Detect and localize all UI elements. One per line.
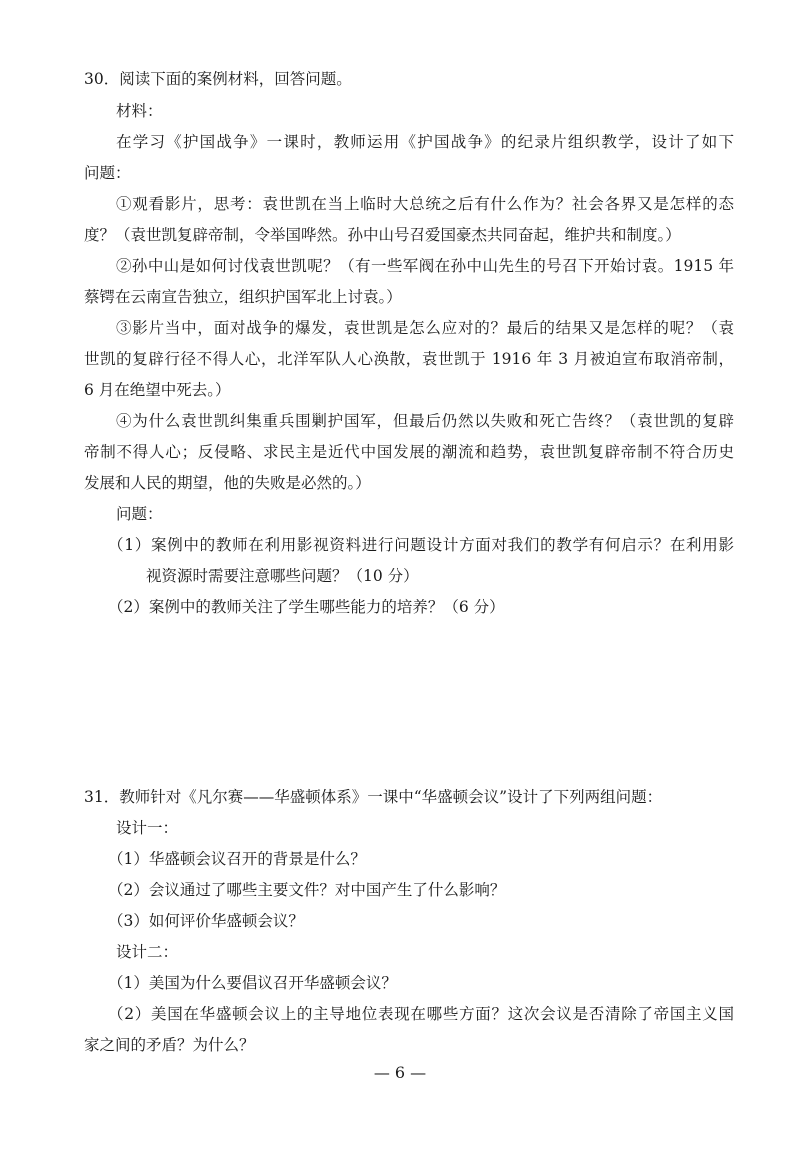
item-4-line-1: ④为什么袁世凯纠集重兵围剿护国军，但最后仍然以失败和死亡告终？（袁世凯的复辟 — [116, 412, 734, 430]
material-intro-line-2: 问题： — [84, 164, 131, 182]
questions-label: 问题： — [116, 505, 163, 523]
item-1-line-1: ①观看影片，思考：袁世凯在当上临时大总统之后有什么作为？社会各界又是怎样的态 — [116, 195, 734, 213]
design-1-label: 设计一： — [116, 819, 179, 837]
item-2-line-1: ②孙中山是如何讨伐袁世凯呢？（有一些军阀在孙中山先生的号召下开始讨袁。1915 年 — [116, 257, 734, 275]
design-2-label: 设计二： — [116, 943, 179, 961]
item-1-line-2: 度？（袁世凯复辟帝制，令举国哗然。孙中山号召爱国豪杰共同奋起，维护共和制度。） — [84, 226, 681, 244]
item-3-line-3: 6 月在绝望中死去。） — [84, 381, 231, 399]
design-2-question-2-line-2: 家之间的矛盾？为什么？ — [84, 1036, 255, 1054]
item-2-line-2: 蔡锷在云南宣告独立，组织护国军北上讨袁。） — [84, 288, 402, 306]
page-number: — 6 — — [373, 1063, 427, 1082]
item-3-line-1: ③影片当中，面对战争的爆发，袁世凯是怎么应对的？最后的结果又是怎样的呢？（袁 — [116, 319, 734, 337]
item-3-line-2: 世凯的复辟行径不得人心，北洋军队人心涣散，袁世凯于 1916 年 3 月被迫宣布取消帝制， — [84, 350, 734, 368]
sub-question-2: （2）案例中的教师关注了学生哪些能力的培养？（6 分） — [108, 598, 505, 616]
sub-question-1-line-2: 视资源时需要注意哪些问题？（10 分） — [146, 567, 419, 585]
item-4-line-3: 发展和人民的期望，他的失败是必然的。） — [84, 474, 371, 492]
question-31-heading: 31．教师针对《凡尔赛——华盛顿体系》一课中“华盛顿会议”设计了下列两组问题： — [84, 788, 663, 806]
question-30-heading: 30．阅读下面的案例材料，回答问题。 — [84, 70, 352, 88]
item-4-line-2: 帝制不得人心；反侵略、求民主是近代中国发展的潮流和趋势，袁世凯复辟帝制不符合历史 — [84, 443, 734, 461]
design-1-question-1: （1）华盛顿会议召开的背景是什么？ — [108, 850, 366, 868]
sub-question-1-line-1: （1）案例中的教师在利用影视资料进行问题设计方面对我们的教学有何启示？在利用影 — [108, 536, 734, 554]
material-intro-line-1: 在学习《护国战争》一课时，教师运用《护国战争》的纪录片组织教学，设计了如下 — [116, 133, 734, 151]
design-1-question-2: （2）会议通过了哪些主要文件？对中国产生了什么影响？ — [108, 881, 506, 899]
design-2-question-2-line-1: （2）美国在华盛顿会议上的主导地位表现在哪些方面？这次会议是否清除了帝国主义国 — [108, 1005, 734, 1023]
material-label: 材料： — [116, 102, 163, 120]
design-2-question-1: （1）美国为什么要倡议召开华盛顿会议？ — [108, 974, 397, 992]
design-1-question-3: （3）如何评价华盛顿会议？ — [108, 912, 304, 930]
